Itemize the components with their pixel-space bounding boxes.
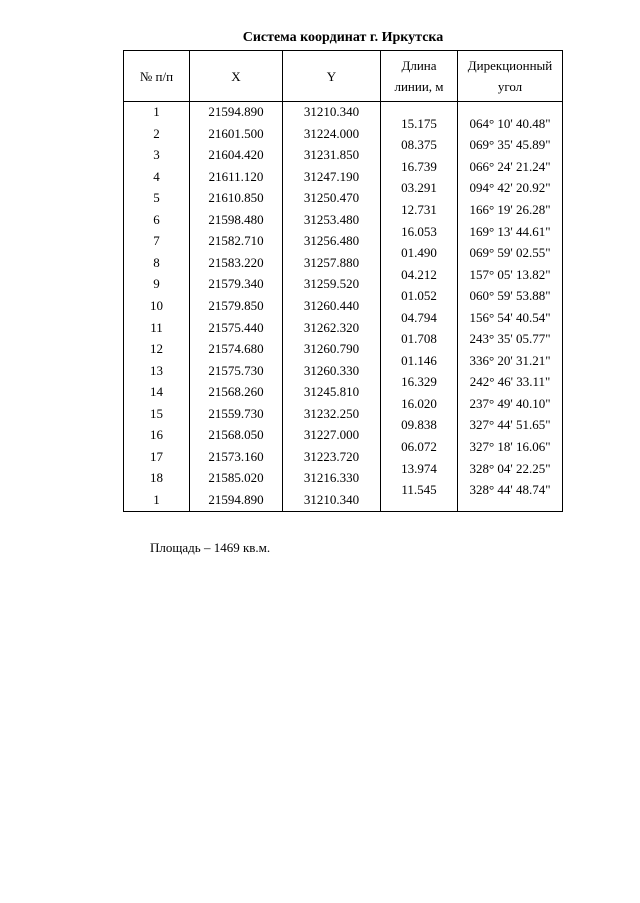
point-x: 21594.890	[208, 491, 264, 507]
point-x: 21598.480	[208, 211, 264, 227]
segment-angle: 060° 59' 53.88"	[469, 288, 551, 304]
segment-angle: 064° 10' 40.48"	[469, 115, 551, 131]
point-x: 21579.340	[208, 276, 264, 292]
point-y: 31253.480	[303, 211, 360, 227]
point-number: 18	[150, 470, 163, 486]
segment-length: 01.708	[401, 331, 437, 347]
point-x: 21574.680	[208, 341, 264, 357]
point-number: 16	[150, 427, 163, 443]
header-divider	[124, 101, 562, 102]
point-number: 2	[153, 125, 160, 141]
point-x: 21594.890	[208, 104, 264, 119]
segment-angle: 169° 13' 44.61"	[469, 223, 551, 239]
document-title: Система координат г. Иркутска	[242, 30, 444, 45]
point-y: 31250.470	[303, 190, 360, 206]
segment-angle: 066° 24' 21.24"	[469, 158, 551, 174]
point-number: 1	[153, 104, 160, 119]
point-x: 21559.730	[208, 405, 264, 421]
point-x: 21575.730	[208, 362, 264, 378]
segment-length: 13.974	[401, 460, 437, 476]
header-y: Y	[326, 68, 337, 84]
point-number: 6	[153, 211, 160, 227]
point-y: 31256.480	[303, 233, 360, 249]
segment-length: 01.052	[401, 288, 437, 304]
point-x: 21583.220	[208, 254, 264, 270]
segment-length: 16.739	[401, 158, 437, 174]
segment-length: 15.175	[401, 115, 437, 131]
point-y: 31210.340	[303, 491, 360, 507]
point-y: 31257.880	[303, 254, 360, 270]
point-x: 21579.850	[208, 297, 264, 313]
point-number: 13	[150, 362, 163, 378]
segment-length: 12.731	[401, 201, 437, 217]
segment-angle: 327° 18' 16.06"	[469, 439, 551, 455]
point-number: 1	[153, 491, 160, 507]
point-x: 21611.120	[208, 168, 264, 184]
point-x: 21601.500	[208, 125, 264, 141]
header-num: № п/п	[139, 68, 174, 84]
point-number: 8	[153, 254, 160, 270]
point-y: 31232.250	[303, 405, 360, 421]
segment-angle: 242° 46' 33.11"	[469, 374, 551, 390]
segment-length: 09.838	[401, 417, 437, 433]
header-length	[381, 51, 457, 101]
point-y: 31262.320	[303, 319, 360, 335]
header-angle-line1: Дирекционный	[467, 58, 553, 73]
point-x: 21568.260	[208, 384, 264, 400]
segment-length: 03.291	[401, 180, 437, 196]
point-y: 31245.810	[303, 384, 360, 400]
segment-angle: 156° 54' 40.54"	[469, 309, 551, 325]
point-number: 12	[150, 341, 163, 357]
segment-length: 04.794	[401, 309, 437, 325]
point-x: 21568.050	[208, 427, 264, 443]
point-y: 31260.440	[303, 297, 360, 313]
point-number: 4	[153, 168, 160, 184]
point-number: 15	[150, 405, 163, 421]
header-angle	[458, 51, 562, 101]
point-number: 9	[153, 276, 160, 292]
point-number: 17	[150, 448, 163, 464]
point-y: 31260.790	[303, 341, 360, 357]
segment-angle: 094° 42' 20.92"	[469, 180, 551, 196]
segment-length: 16.053	[401, 223, 437, 239]
point-x: 21575.440	[208, 319, 264, 335]
segment-angle: 328° 44' 48.74"	[469, 482, 551, 498]
point-y: 31210.340	[303, 104, 360, 119]
point-y: 31224.000	[303, 125, 360, 141]
point-number: 3	[153, 147, 160, 163]
area-note: Площадь – 1469 кв.м.	[150, 540, 271, 555]
point-number: 5	[153, 190, 160, 206]
segment-length: 08.375	[401, 137, 437, 153]
coordinates-table	[123, 50, 563, 512]
segment-angle: 166° 19' 26.28"	[469, 201, 551, 217]
segment-length: 04.212	[401, 266, 437, 282]
point-y: 31260.330	[303, 362, 360, 378]
segment-length: 01.146	[401, 352, 437, 368]
point-y: 31259.520	[303, 276, 360, 292]
segment-angle: 069° 35' 45.89"	[469, 137, 551, 153]
segment-angle: 327° 44' 51.65"	[469, 417, 551, 433]
point-y: 31223.720	[303, 448, 360, 464]
point-x: 21582.710	[208, 233, 264, 249]
point-number: 14	[150, 384, 163, 400]
point-x: 21585.020	[208, 470, 264, 486]
segment-angle: 243° 35' 05.77"	[469, 331, 551, 347]
point-y: 31216.330	[303, 470, 360, 486]
point-x: 21610.850	[208, 190, 264, 206]
point-y: 31247.190	[303, 168, 360, 184]
point-x: 21573.160	[208, 448, 264, 464]
segment-length: 16.329	[401, 374, 437, 390]
segment-angle: 336° 20' 31.21"	[469, 352, 551, 368]
segment-angle: 069° 59' 02.55"	[469, 245, 551, 261]
point-number: 7	[153, 233, 160, 249]
header-angle-line2: угол	[497, 79, 523, 94]
header-length-line1: Длина	[401, 58, 437, 73]
segment-angle: 237° 49' 40.10"	[469, 395, 551, 411]
point-x: 21604.420	[208, 147, 264, 163]
point-number: 11	[150, 319, 163, 335]
header-x: X	[231, 68, 241, 84]
segment-length: 01.490	[401, 245, 437, 261]
segment-angle: 157° 05' 13.82"	[469, 266, 551, 282]
segment-length: 16.020	[401, 395, 437, 411]
point-number: 10	[150, 297, 163, 313]
segment-angle: 328° 04' 22.25"	[469, 460, 551, 476]
segment-length: 11.545	[401, 482, 437, 498]
point-y: 31227.000	[303, 427, 360, 443]
segment-length: 06.072	[401, 439, 437, 455]
header-length-line2: линии, м	[394, 79, 444, 94]
point-y: 31231.850	[303, 147, 360, 163]
